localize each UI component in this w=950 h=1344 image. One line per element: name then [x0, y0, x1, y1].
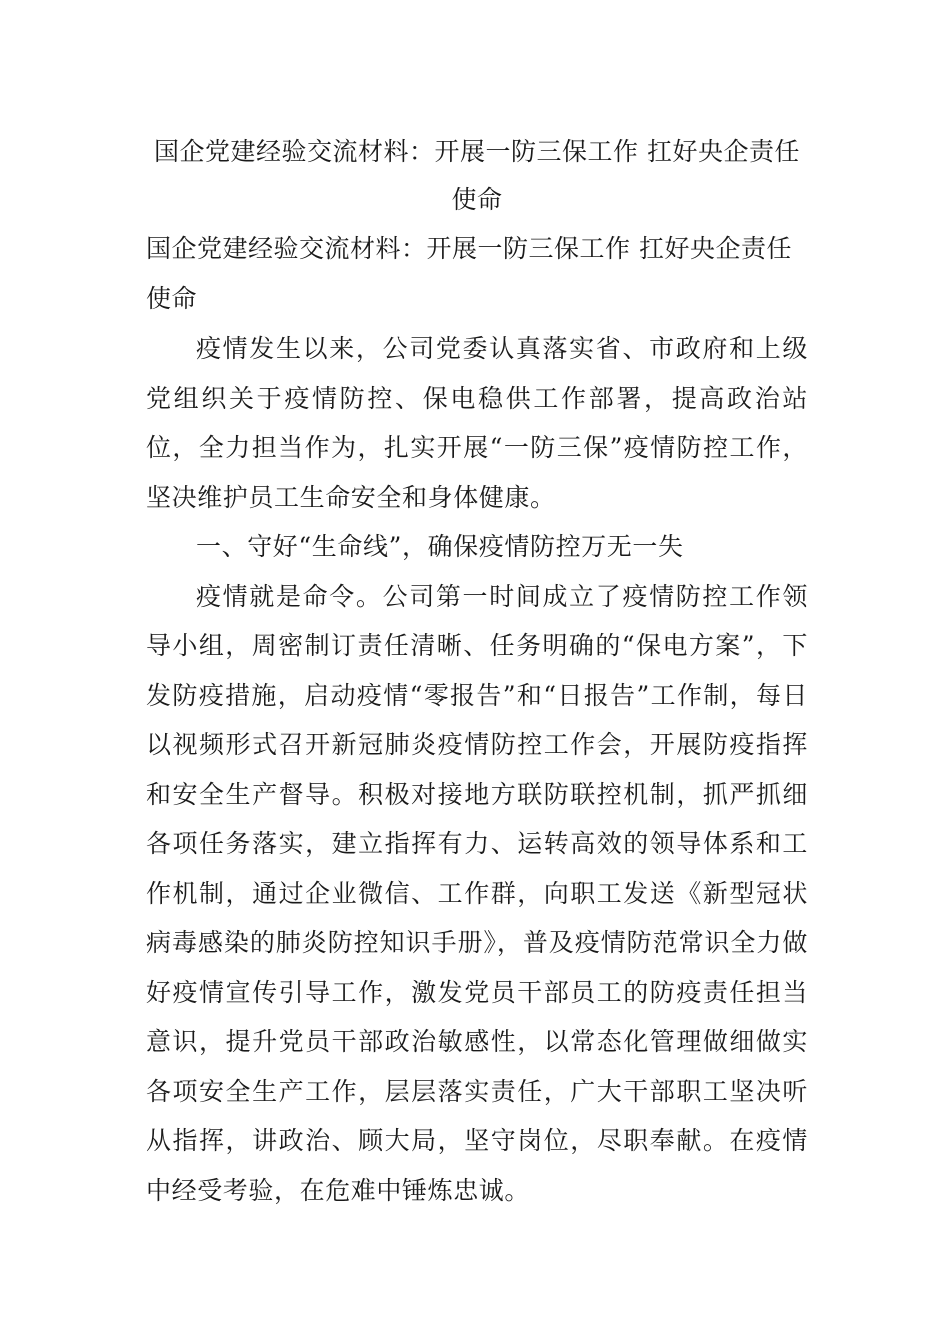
section-heading-1: 一、守好“生命线”，确保疫情防控万无一失 — [196, 532, 684, 561]
paragraph-body-1: 疫情就是命令。公司第一时间成立了疫情防控工作领导小组，周密制订责任清晰、任务明确的“保电方案”，下发防疫措施，启动疫情“零报告”和“日报告”工作制，每日以视频形式召开新冠肺炎疫情防控工作会，开展防疫指挥和安全生产督导。积极对接地方联防联控机制，抓严抓细各项任务落实，建立指挥有力、运转高效的领导体系和工作机制，通过企业微信、工作群，向职工发送《新型冠状病毒感染的肺炎防控知识手册》，普及疫情防范常识全力做好疫情宣传引导工作，激发党员干部员工的防疫责任担当意识，提升党员干部政治敏感性，以常态化管理做细做实各项安全生产工作，层层落实责任，广大干部职工坚决听从指挥，讲政治、顾大局，坚守岗位，尽职奉献。在疫情中经受考验，在危难中锤炼忠诚。 — [146, 581, 808, 1205]
paragraph-intro: 疫情发生以来，公司党委认真落实省、市政府和上级党组织关于疫情防控、保电稳供工作部署，提高政治站位，全力担当作为，扎实开展“一防三保”疫情防控工作，坚决维护员工生命安全和身体健康。 — [146, 334, 808, 512]
document-page — [146, 128, 808, 1215]
document-title: 国企党建经验交流材料：开展一防三保工作 扛好央企责任使命 — [154, 137, 800, 214]
document-subtitle: 国企党建经验交流材料：开展一防三保工作 扛好央企责任使命 — [146, 234, 792, 313]
